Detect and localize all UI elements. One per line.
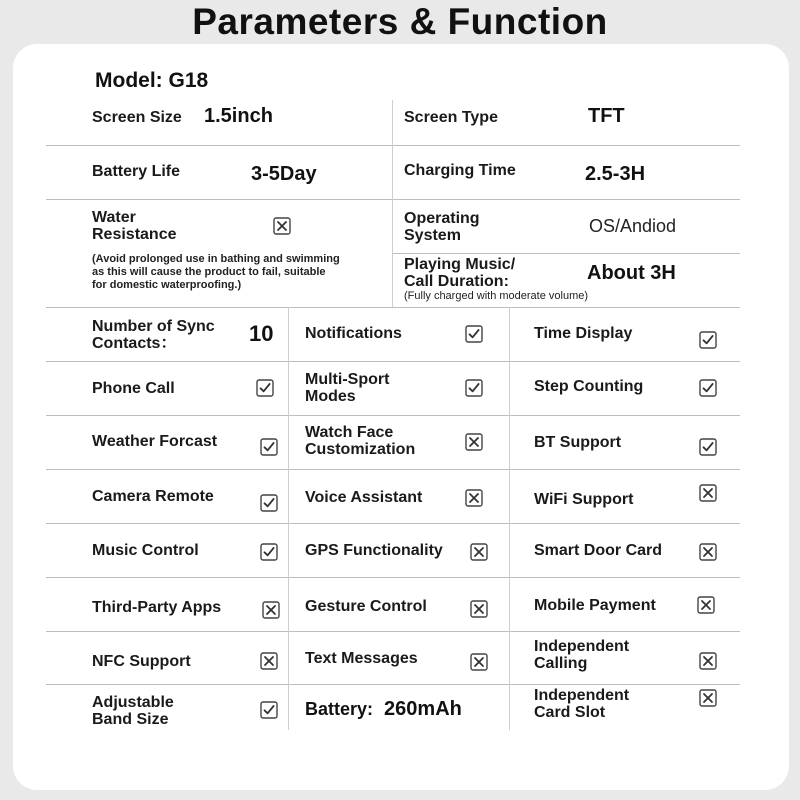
feature-label: GPS Functionality xyxy=(305,542,443,559)
checkbox-crossed-icon xyxy=(697,596,715,614)
feature-label: Weather Forcast xyxy=(92,433,218,450)
divider xyxy=(46,199,740,200)
screen-size-value: 1.5inch xyxy=(204,105,273,127)
sync-contacts-value: 10 xyxy=(249,321,274,346)
checkbox-crossed-icon xyxy=(260,652,278,670)
checkbox-crossed-icon xyxy=(465,433,483,451)
playing-music-note: (Fully charged with moderate volume) xyxy=(404,290,589,302)
divider xyxy=(46,631,740,632)
feature-label: Independent Calling xyxy=(534,638,630,672)
operating-system-value: OS/Andiod xyxy=(589,216,677,236)
checkbox-crossed-icon xyxy=(273,217,291,235)
checkbox-crossed-icon xyxy=(470,543,488,561)
column-divider xyxy=(288,307,289,730)
feature-label: Text Messages xyxy=(305,650,418,667)
checkbox-crossed-icon xyxy=(699,484,717,502)
screen-type-value: TFT xyxy=(588,105,625,127)
feature-label: Gesture Control xyxy=(305,598,427,615)
feature-label: Notifications xyxy=(305,325,402,342)
feature-label: Step Counting xyxy=(534,378,644,395)
battery-life-label: Battery Life xyxy=(92,163,181,180)
screen-size-label: Screen Size xyxy=(92,109,182,126)
checkbox-checked-icon xyxy=(699,331,717,349)
checkbox-crossed-icon xyxy=(262,601,280,619)
divider xyxy=(46,415,740,416)
checkbox-checked-icon xyxy=(260,543,278,561)
water-resistance-label: Water Resistance xyxy=(92,209,177,243)
divider xyxy=(46,577,740,578)
feature-label: Camera Remote xyxy=(92,488,214,505)
feature-label: BT Support xyxy=(534,434,622,451)
operating-system-label: Operating System xyxy=(404,210,480,244)
feature-label: Adjustable Band Size xyxy=(92,694,174,728)
divider xyxy=(46,145,740,146)
feature-label: Multi-Sport Modes xyxy=(305,371,390,405)
checkbox-checked-icon xyxy=(260,701,278,719)
sync-contacts-label: Number of Sync Contacts： xyxy=(92,318,215,352)
divider xyxy=(46,469,740,470)
checkbox-checked-icon xyxy=(699,438,717,456)
water-resistance-note: (Avoid prolonged use in bathing and swimming as this will cause the product to fail, suitable for domestic waterproofing.) xyxy=(92,253,340,291)
battery-life-value: 3-5Day xyxy=(251,163,317,185)
screen-type-label: Screen Type xyxy=(404,109,498,126)
feature-label: Phone Call xyxy=(92,380,175,397)
feature-label: Mobile Payment xyxy=(534,597,656,614)
checkbox-crossed-icon xyxy=(699,652,717,670)
checkbox-checked-icon xyxy=(465,325,483,343)
feature-label: Time Display xyxy=(534,325,633,342)
playing-music-label: Playing Music/ Call Duration: xyxy=(404,256,516,290)
column-divider xyxy=(509,307,510,730)
checkbox-checked-icon xyxy=(465,379,483,397)
checkbox-crossed-icon xyxy=(699,543,717,561)
divider xyxy=(46,684,740,685)
checkbox-crossed-icon xyxy=(465,489,483,507)
feature-label: Smart Door Card xyxy=(534,542,663,559)
battery-capacity xyxy=(305,698,462,721)
checkbox-checked-icon xyxy=(260,494,278,512)
page-title: Parameters & Function xyxy=(192,1,608,42)
feature-label: Music Control xyxy=(92,542,199,559)
checkbox-crossed-icon xyxy=(699,689,717,707)
feature-label: Watch Face Customization xyxy=(305,424,416,458)
playing-music-value: About 3H xyxy=(587,262,676,284)
checkbox-checked-icon xyxy=(699,379,717,397)
column-divider xyxy=(392,100,393,307)
battery-label: Battery: xyxy=(305,699,374,719)
checkbox-crossed-icon xyxy=(470,600,488,618)
feature-label: NFC Support xyxy=(92,653,191,670)
model-name: Model: G18 xyxy=(95,69,209,92)
feature-label: Independent Card Slot xyxy=(534,687,630,721)
feature-label: Third-Party Apps xyxy=(92,599,222,616)
divider xyxy=(46,361,740,362)
charging-time-value: 2.5-3H xyxy=(585,163,646,185)
divider xyxy=(392,253,740,254)
divider xyxy=(46,307,740,308)
charging-time-label: Charging Time xyxy=(404,162,516,179)
checkbox-checked-icon xyxy=(256,379,274,397)
checkbox-crossed-icon xyxy=(470,653,488,671)
battery-value: 260mAh xyxy=(384,698,462,720)
spec-card xyxy=(13,44,789,790)
divider xyxy=(46,523,740,524)
feature-label: Voice Assistant xyxy=(305,489,423,506)
checkbox-checked-icon xyxy=(260,438,278,456)
feature-label: WiFi Support xyxy=(534,491,634,508)
